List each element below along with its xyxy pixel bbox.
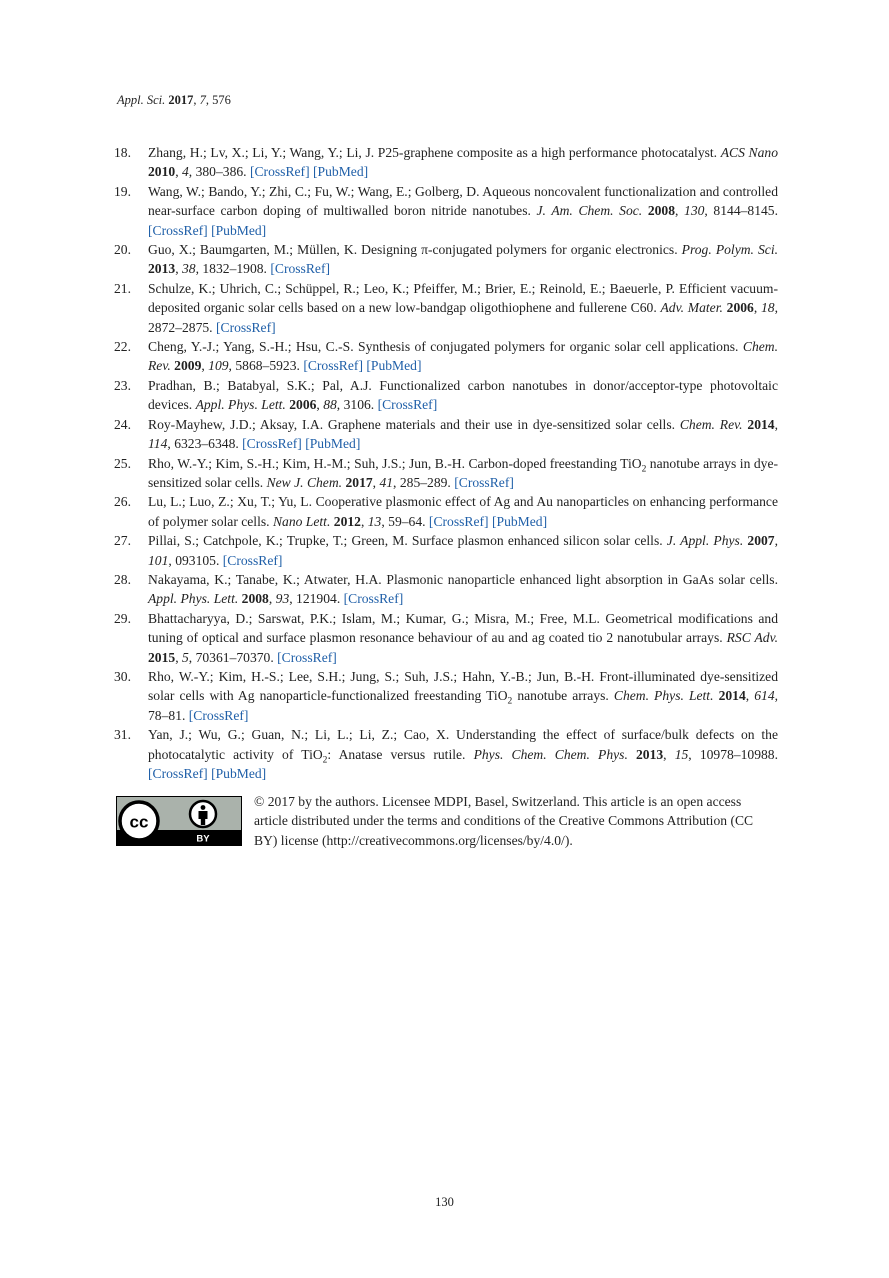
reference-title-tail: nanotube arrays in dye-sensitized solar cells. <box>148 455 779 490</box>
pubmed-link[interactable]: [PubMed] <box>211 222 267 238</box>
reference-year: 2017 <box>345 474 373 490</box>
reference-number: 26. <box>114 494 131 510</box>
reference-authors-title: Rho, W.-Y.; Kim, S.-H.; Kim, H.-M.; Suh, J.S.; Jun, B.-H. Carbon-doped freestanding TiO <box>148 455 642 471</box>
reference-pages: , 6323–6348. <box>167 436 243 452</box>
crossref-link[interactable]: [CrossRef] <box>277 649 337 665</box>
reference-volume: 109 <box>208 358 229 374</box>
reference-authors-title: Yan, J.; Wu, G.; Guan, N.; Li, L.; Li, Z.; Cao, X. Understanding the effect of surface/bulk defects on the photocatalytic activity of TiO <box>148 727 778 762</box>
pubmed-link[interactable]: [PubMed] <box>366 358 422 374</box>
reference-number: 22. <box>114 339 131 355</box>
reference-authors-title: Lu, L.; Luo, Z.; Xu, T.; Yu, L. Cooperative plasmonic effect of Ag and Au nanoparticles on enhancing performance of polymer solar cells. <box>148 494 778 529</box>
page-number: 130 <box>435 1195 454 1209</box>
reference-journal: Chem. Rev. <box>148 339 778 374</box>
reference-text: Nakayama, K.; Tanabe, K.; Atwater, H.A. Plasmonic nanoparticle enhanced light absorption in GaAs solar cells. Appl. Phys. Lett. 2008, 93, 121904. [CrossRef] <box>148 571 778 607</box>
reference-year: 2007 <box>747 533 775 549</box>
reference-item <box>114 279 778 337</box>
crossref-link[interactable]: [CrossRef] <box>188 707 249 723</box>
reference-year: 2014 <box>747 416 775 432</box>
reference-journal: Adv. Mater. <box>660 300 723 316</box>
crossref-link[interactable]: [CrossRef] <box>343 591 404 607</box>
reference-text: Guo, X.; Baumgarten, M.; Müllen, K. Designing π-conjugated polymers for organic electronics. Prog. Polym. Sci. 2013, 38, 1832–1908. [CrossRef] <box>148 242 779 277</box>
reference-journal: J. Am. Chem. Soc. <box>536 203 643 219</box>
crossref-link[interactable]: [CrossRef] <box>270 261 330 277</box>
crossref-link[interactable]: [CrossRef] <box>215 319 276 335</box>
reference-number: 30. <box>114 668 131 684</box>
reference-pages: , 380–386. <box>188 164 250 180</box>
pubmed-link[interactable]: [PubMed] <box>313 164 369 180</box>
reference-item <box>114 725 778 783</box>
reference-authors-title: Nakayama, K.; Tanabe, K.; Atwater, H.A. Plasmonic nanoparticle enhanced light absorption in GaAs solar cells. <box>148 571 778 587</box>
journal-name: Appl. Sci. <box>117 93 166 107</box>
reference-year: 2006 <box>289 397 317 413</box>
reference-authors-title: Guo, X.; Baumgarten, M.; Müllen, K. Designing π-conjugated polymers for organic electronics. <box>148 242 682 258</box>
reference-authors-title: Pradhan, B.; Batabyal, S.K.; Pal, A.J. Functionalized carbon nanotubes in donor/acceptor-type photovoltaic devices. <box>148 377 778 413</box>
reference-text: Wang, W.; Bando, Y.; Zhi, C.; Fu, W.; Wang, E.; Golberg, D. Aqueous noncovalent functionalization and controlled near-surface carbon doping of multiwalled boron nitride nanotubes. J. Am. Chem. Soc. 2008, 130, 8144–8145. [CrossRef] [PubMed] <box>148 183 779 238</box>
by-badge-label: BY <box>196 833 210 845</box>
reference-subscript: 2 <box>322 755 328 766</box>
reference-year: 2012 <box>333 513 361 529</box>
reference-number: 20. <box>114 242 131 258</box>
reference-number: 27. <box>114 533 131 549</box>
reference-pages: , 59–64. <box>381 513 429 529</box>
reference-volume: 614 <box>754 688 775 704</box>
crossref-link[interactable]: [CrossRef] <box>148 222 208 238</box>
reference-text: Lu, L.; Luo, Z.; Xu, T.; Yu, L. Cooperative plasmonic effect of Ag and Au nanoparticles on enhancing performance of polymer solar cells. Nano Lett. 2012, 13, 59–64. [CrossRef] [PubMed] <box>148 494 778 529</box>
reference-authors-title: Wang, W.; Bando, Y.; Zhi, C.; Fu, W.; Wang, E.; Golberg, D. Aqueous noncovalent functionalization and controlled near-surface carbon doping of multiwalled boron nitride nanotubes. <box>148 183 778 219</box>
crossref-link[interactable]: [CrossRef] <box>242 436 302 452</box>
reference-pages: , 8144–8145. <box>704 203 779 219</box>
reference-pages: , 10978–10988. <box>688 746 778 762</box>
reference-text: Cheng, Y.-J.; Yang, S.-H.; Hsu, C.-S. Synthesis of conjugated polymers for organic solar cell applications. Chem. Rev. 2009, 109, 5868–5923. [CrossRef] [PubMed] <box>148 339 778 374</box>
reference-title-tail: nanotube arrays. <box>512 688 614 704</box>
reference-journal: Chem. Phys. Lett. <box>613 688 714 704</box>
reference-volume: 114 <box>148 436 168 452</box>
journal-volume: 7 <box>199 93 206 107</box>
pubmed-link[interactable]: [PubMed] <box>211 766 267 781</box>
reference-volume: 38 <box>181 261 196 277</box>
reference-authors-title: Zhang, H.; Lv, X.; Li, Y.; Wang, Y.; Li, J. P25-graphene composite as a high performance photocatalyst. <box>148 145 721 160</box>
reference-pages: , 3106. <box>336 397 378 413</box>
reference-journal: Phys. Chem. Chem. Phys. <box>473 746 628 762</box>
reference-volume: 41 <box>379 474 394 490</box>
reference-volume: 130 <box>684 203 705 219</box>
reference-number: 31. <box>114 727 131 743</box>
reference-journal: New J. Chem. <box>266 474 343 490</box>
reference-item <box>114 570 778 609</box>
reference-volume: 15 <box>674 746 689 762</box>
reference-year: 2010 <box>148 164 176 180</box>
crossref-link[interactable]: [CrossRef] <box>249 164 310 180</box>
reference-text: Pradhan, B.; Batabyal, S.K.; Pal, A.J. Functionalized carbon nanotubes in donor/acceptor-type photovoltaic devices. Appl. Phys. Lett. 2006, 88, 3106. [CrossRef] <box>148 377 778 413</box>
reference-year: 2013 <box>635 746 664 762</box>
reference-subscript: 2 <box>507 697 513 708</box>
reference-volume: 93 <box>275 591 290 607</box>
reference-year: 2009 <box>174 358 202 374</box>
reference-pages: , 121904. <box>289 591 344 607</box>
reference-text: Bhattacharyya, D.; Sarswat, P.K.; Islam, M.; Kumar, G.; Misra, M.; Free, M.L. Geometrical modifications and tuning of optical and surface plasmon resonance behaviour of au and ag coated tio 2 nanotubular arrays. RSC Adv. 2015, 5, 70361–70370. [CrossRef] <box>148 610 779 665</box>
reference-item <box>114 492 778 531</box>
reference-journal: ACS Nano <box>720 145 779 160</box>
reference-text: Zhang, H.; Lv, X.; Li, Y.; Wang, Y.; Li, J. P25-graphene composite as a high performance photocatalyst. ACS Nano 2010, 4, 380–386. [CrossRef] [PubMed] <box>148 145 779 180</box>
reference-item <box>114 609 778 667</box>
reference-authors-title: Rho, W.-Y.; Kim, H.-S.; Lee, S.H.; Jung, S.; Suh, J.S.; Hahn, Y.-B.; Jun, B.-H. Front-illuminated dye-sensitized solar cells with Ag nanoparticle-functionalized freestanding TiO <box>148 668 778 704</box>
reference-pages: , 285–289. <box>393 474 455 490</box>
reference-journal: Prog. Polym. Sci. <box>681 242 779 258</box>
reference-number: 18. <box>114 145 131 160</box>
cc-badge-label: cc <box>129 812 149 832</box>
reference-item <box>114 531 778 570</box>
reference-text: Roy-Mayhew, J.D.; Aksay, I.A. Graphene materials and their use in dye-sensitized solar cells. Chem. Rev. 2014, 114, 6323–6348. [CrossRef] [PubMed] <box>148 416 778 452</box>
reference-text: Rho, W.-Y.; Kim, S.-H.; Kim, H.-M.; Suh, J.S.; Jun, B.-H. Carbon-doped freestanding TiO$_2$ nanotube arrays in dye-sensitized solar cells. New J. Chem. 2017, 41, 285–289. [CrossRef] <box>148 455 779 490</box>
reference-pages: , 5868–5923. <box>228 358 304 374</box>
reference-title-tail: : Anatase versus rutile. <box>327 746 474 762</box>
crossref-link[interactable]: [CrossRef] <box>377 397 438 413</box>
crossref-link[interactable]: [CrossRef] <box>222 552 283 568</box>
reference-number: 25. <box>114 455 131 471</box>
reference-volume: 5 <box>181 649 189 665</box>
reference-number: 21. <box>114 280 131 296</box>
reference-text: Yan, J.; Wu, G.; Guan, N.; Li, L.; Li, Z.; Cao, X. Understanding the effect of surface/bulk defects on the photocatalytic activity of TiO$_2$: Anatase versus rutile. Phys. Chem. Chem. Phys. 2013, 15, 10978–10988. [CrossRef] [PubMed] <box>148 727 778 781</box>
reference-item <box>114 667 778 725</box>
reference-item <box>114 454 778 493</box>
pubmed-link[interactable]: [PubMed] <box>491 513 548 529</box>
reference-year: 2006 <box>726 300 754 316</box>
reference-number: 28. <box>114 571 131 587</box>
running-header: Appl. Sci. 2017, 7, 576 <box>117 93 231 107</box>
reference-volume: 13 <box>367 513 382 529</box>
reference-pages: , 2872–2875. <box>148 300 778 335</box>
reference-item <box>114 337 778 376</box>
reference-year: 2013 <box>148 261 176 277</box>
reference-subscript: 2 <box>641 464 647 475</box>
reference-item <box>114 143 778 182</box>
reference-number: 23. <box>114 377 131 393</box>
reference-number: 19. <box>114 183 131 199</box>
reference-volume: 101 <box>148 552 169 568</box>
reference-text: Rho, W.-Y.; Kim, H.-S.; Lee, S.H.; Jung, S.; Suh, J.S.; Hahn, Y.-B.; Jun, B.-H. Front-illuminated dye-sensitized solar cells with Ag nanoparticle-functionalized freestanding TiO$_2$ nanotube arrays. Chem. Phys. Lett. 2014, 614, 78–81. [CrossRef] <box>148 668 779 723</box>
reference-item <box>114 376 778 415</box>
license-text: © 2017 by the authors. Licensee MDPI, Basel, Switzerland. This article is an open access article distributed under the terms and conditions of the Creative Commons Attribution (CC BY) license (http://creativecommons.org/licenses/by/4.0/). <box>254 794 754 848</box>
reference-journal: Chem. Rev. <box>679 416 743 432</box>
reference-volume: 18 <box>760 300 775 316</box>
reference-text: Schulze, K.; Uhrich, C.; Schüppel, R.; Leo, K.; Pfeiffer, M.; Brier, E.; Reinold, E.; Baeuerle, P. Efficient vacuum-deposited organic solar cells based on a new low-bandgap oligothiophene and fullerene C60. Adv. Mater. 2006, 18, 2872–2875. [CrossRef] <box>148 280 778 335</box>
reference-volume: 4 <box>181 164 189 180</box>
reference-item <box>114 182 778 240</box>
reference-year: 2014 <box>718 688 746 704</box>
reference-authors-title: Pillai, S.; Catchpole, K.; Trupke, T.; Green, M. Surface plasmon enhanced silicon solar cells. <box>148 533 667 549</box>
cc-by-logo-icon <box>117 797 241 845</box>
reference-number: 29. <box>114 610 131 626</box>
reference-year: 2015 <box>148 649 176 665</box>
reference-volume: 88 <box>323 397 337 413</box>
reference-authors-title: Cheng, Y.-J.; Yang, S.-H.; Hsu, C.-S. Synthesis of conjugated polymers for organic solar cell applications. <box>148 339 743 355</box>
reference-item <box>114 240 778 279</box>
reference-journal: J. Appl. Phys. <box>666 533 744 549</box>
reference-pages: , 093105. <box>168 552 223 568</box>
reference-number: 24. <box>114 416 131 432</box>
reference-year: 2008 <box>647 203 676 219</box>
article-number: 576 <box>212 93 231 107</box>
journal-year: 2017 <box>168 93 194 107</box>
crossref-link[interactable]: [CrossRef] <box>454 474 514 490</box>
reference-journal: Appl. Phys. Lett. <box>195 397 286 413</box>
reference-authors-title: Bhattacharyya, D.; Sarswat, P.K.; Islam, M.; Kumar, G.; Misra, M.; Free, M.L. Geometrical modifications and tuning of optical and surface plasmon resonance behaviour of au and ag coated tio 2 nanotubular arrays. <box>148 610 778 646</box>
reference-authors-title: Schulze, K.; Uhrich, C.; Schüppel, R.; Leo, K.; Pfeiffer, M.; Brier, E.; Reinold, E.; Baeuerle, P. Efficient vacuum-deposited organic solar cells based on a new low-bandgap oligothiophene and fullerene C60. <box>148 280 778 316</box>
crossref-link[interactable]: [CrossRef] <box>428 513 489 529</box>
crossref-link[interactable]: [CrossRef] <box>148 766 208 781</box>
reference-list <box>114 143 778 783</box>
reference-pages: , 78–81. <box>148 688 779 723</box>
cc-by-badge[interactable] <box>116 796 242 846</box>
reference-pages: , 70361–70370. <box>188 649 278 665</box>
reference-pages: , 1832–1908. <box>195 261 271 277</box>
crossref-link[interactable]: [CrossRef] <box>303 358 363 374</box>
pubmed-link[interactable]: [PubMed] <box>305 436 361 452</box>
reference-authors-title: Roy-Mayhew, J.D.; Aksay, I.A. Graphene materials and their use in dye-sensitized solar cells. <box>148 416 680 432</box>
reference-item <box>114 415 778 454</box>
reference-journal: RSC Adv. <box>726 630 779 646</box>
reference-year: 2008 <box>241 591 269 607</box>
reference-text: Pillai, S.; Catchpole, K.; Trupke, T.; Green, M. Surface plasmon enhanced silicon solar cells. J. Appl. Phys. 2007, 101, 093105. [CrossRef] <box>148 533 778 568</box>
license-block <box>116 792 778 850</box>
reference-journal: Appl. Phys. Lett. <box>148 591 239 607</box>
reference-journal: Nano Lett. <box>272 513 331 529</box>
